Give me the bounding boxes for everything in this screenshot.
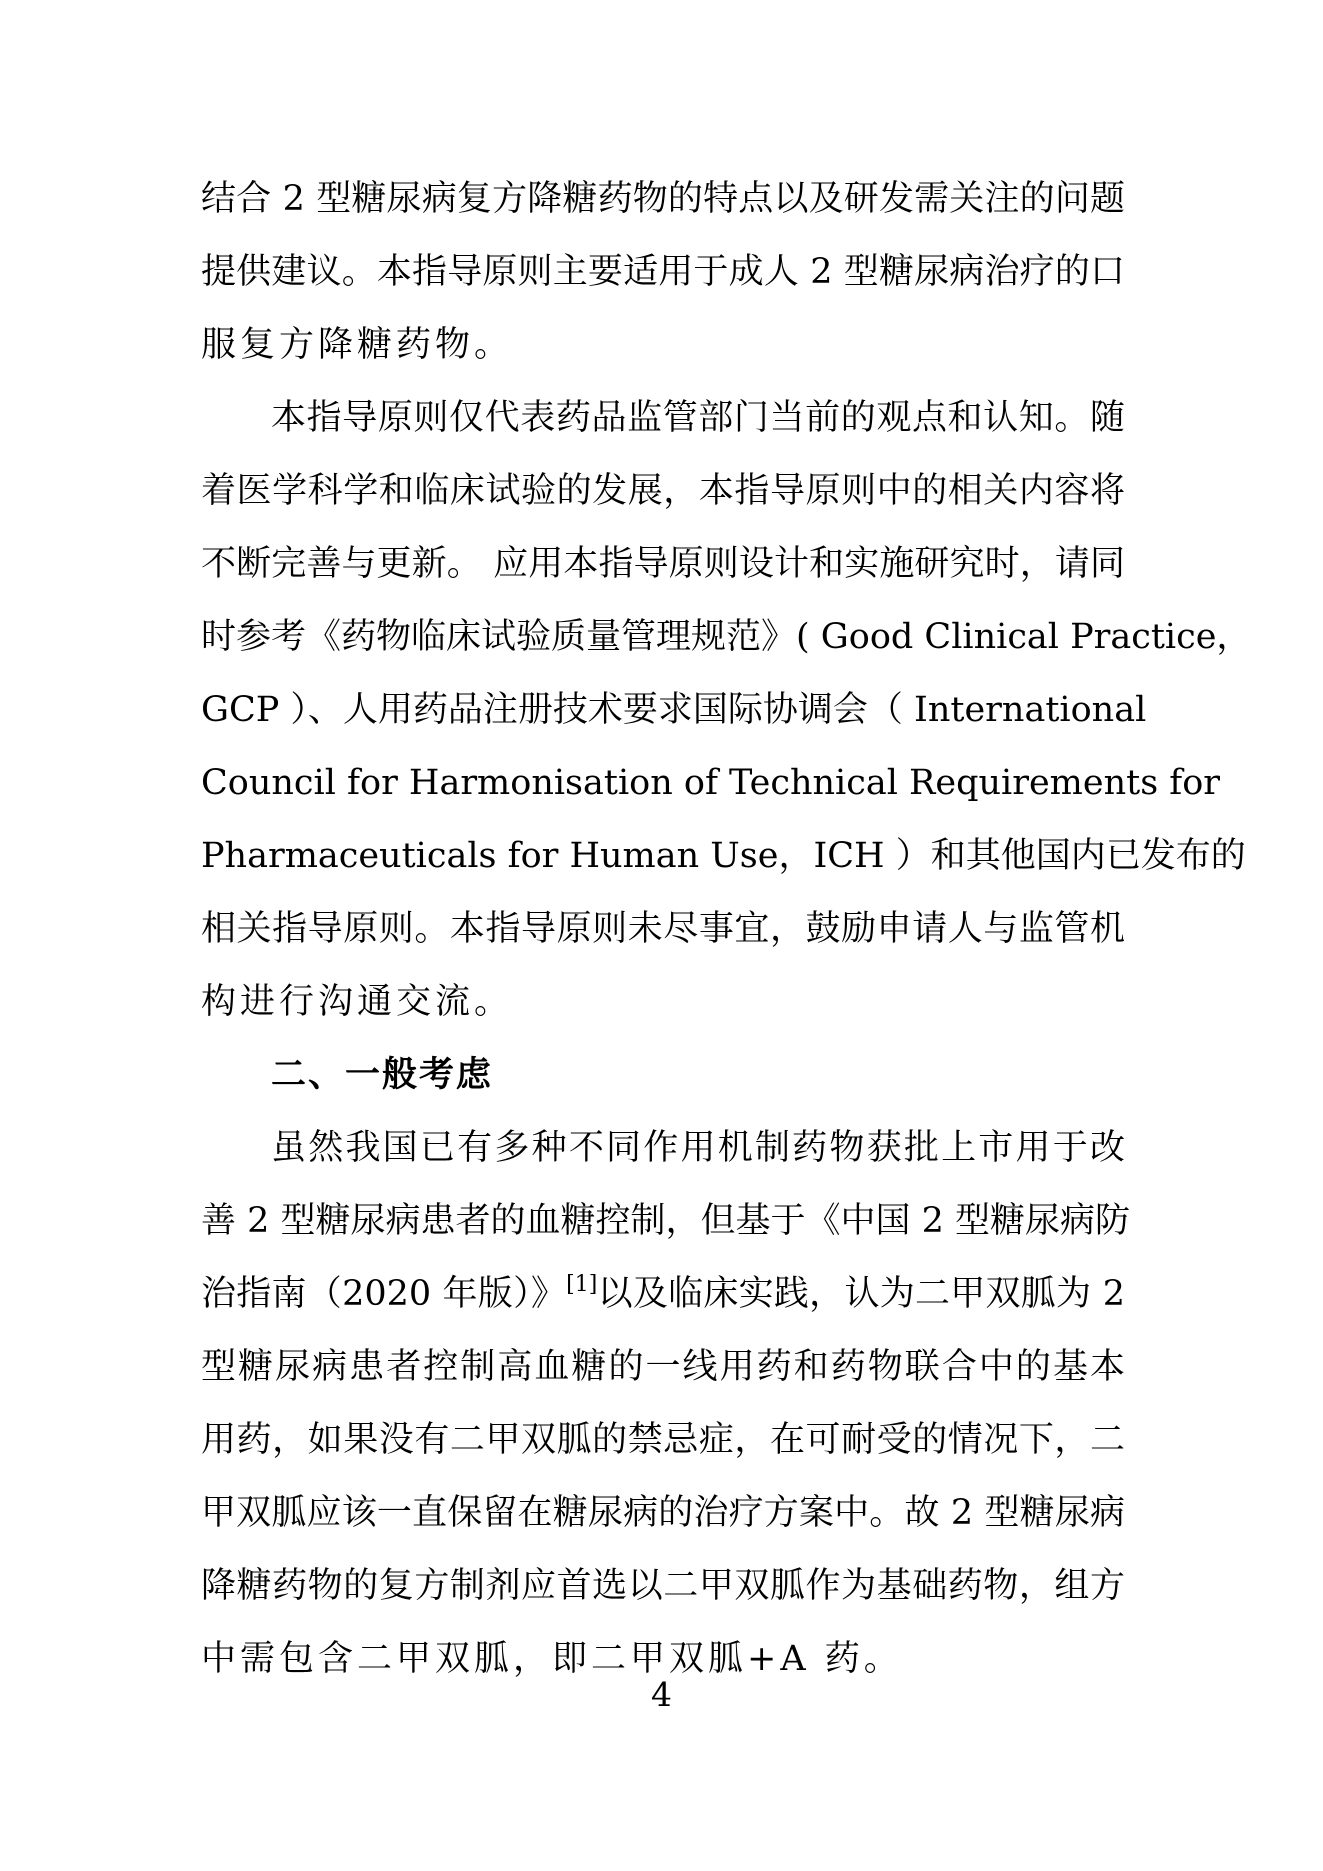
text-line: 着医学科学和临床试验的发展，本指导原则中的相关内容将 <box>201 471 1125 511</box>
text-line: GCP ）、人用药品注册技术要求国际协调会（ International <box>201 690 1147 730</box>
text-line: 构进行沟通交流。 <box>201 982 514 1022</box>
text-line: 本指导原则仅代表药品监管部门当前的观点和认知。随 <box>271 398 1125 438</box>
text-line <box>201 1258 1125 1331</box>
text-line: 甲双胍应该一直保留在糖尿病的治疗方案中。故 2 型糖尿病 <box>201 1493 1125 1533</box>
text-line: 相关指导原则。本指导原则未尽事宜，鼓励申请人与监管机 <box>201 909 1125 949</box>
document-body <box>201 163 1252 1696</box>
text-line: 用药，如果没有二甲双胍的禁忌症，在可耐受的情况下，二 <box>201 1420 1125 1460</box>
text-line: 不断完善与更新。 应用本指导原则设计和实施研究时，请同 <box>201 544 1125 584</box>
text-line: Council for Harmonisation of Technical Requirements for <box>201 763 1221 803</box>
citation-reference: [1] <box>566 1272 598 1297</box>
text-line: 降糖药物的复方制剂应首选以二甲双胍作为基础药物，组方 <box>201 1566 1125 1606</box>
text-line: 虽然我国已有多种不同作用机制药物获批上市用于改 <box>271 1128 1125 1168</box>
text-line: 时参考《药物临床试验质量管理规范》( Good Clinical Practice， <box>201 617 1252 657</box>
text-line: 服复方降糖药物。 <box>201 325 514 365</box>
text-line: 提供建议。本指导原则主要适用于成人 2 型糖尿病治疗的口 <box>201 252 1125 292</box>
text-segment: 治指南（2020 年版）》 <box>201 1274 567 1314</box>
text-line: 结合 2 型糖尿病复方降糖药物的特点以及研发需关注的问题 <box>201 179 1125 219</box>
page-number: 4 <box>651 1675 672 1714</box>
text-line: Pharmaceuticals for Human Use，ICH ）和其他国内已发布的 <box>201 836 1246 876</box>
text-line: 善 2 型糖尿病患者的血糖控制，但基于《中国 2 型糖尿病防 <box>201 1201 1131 1241</box>
text-line: 型糖尿病患者控制高血糖的一线用药和药物联合中的基本 <box>201 1347 1125 1387</box>
section-heading: 二、一般考虑 <box>271 1055 494 1095</box>
text-segment: 以及临床实践，认为二甲双胍为 2 <box>597 1274 1125 1314</box>
text-line: 中需包含二甲双胍，即二甲双胍+A 药。 <box>201 1639 903 1679</box>
